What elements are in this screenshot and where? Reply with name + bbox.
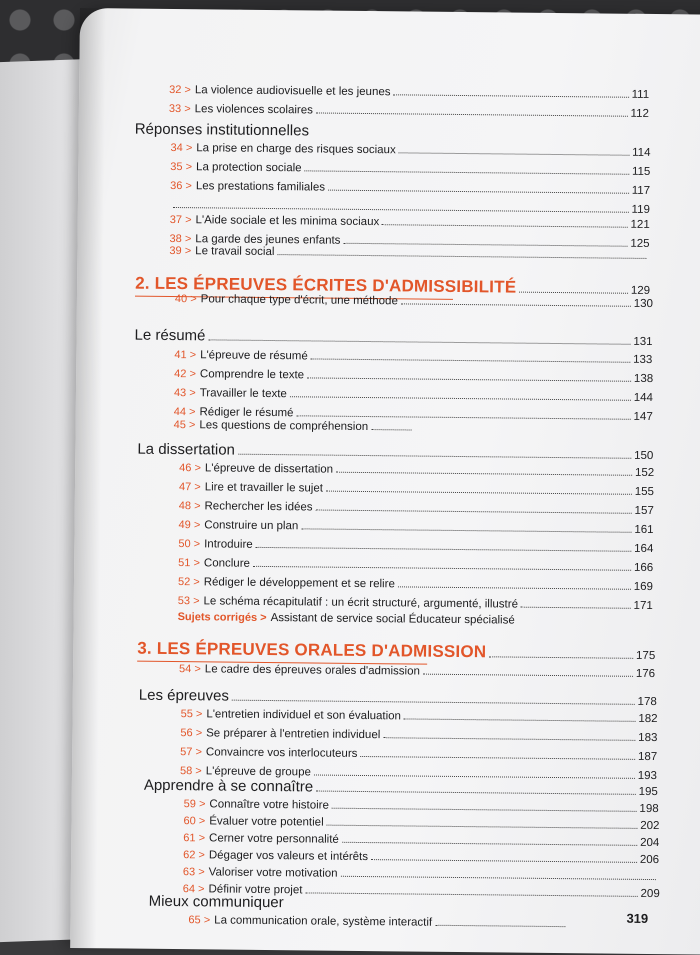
entry-title: Construire un plan	[204, 519, 299, 533]
toc-entry	[170, 161, 650, 178]
dot-leader	[316, 509, 632, 513]
section-page: 150	[634, 449, 654, 463]
chapter-heading	[137, 639, 655, 664]
dot-leader	[277, 254, 646, 259]
entry-page: 119	[631, 203, 650, 216]
dot-leader	[256, 547, 631, 552]
entry-title: La violence audiovisuelle et les jeunes	[194, 84, 391, 99]
entry-title: Valoriser votre motivation	[208, 866, 338, 880]
toc-entry	[179, 462, 654, 479]
dot-leader	[423, 674, 633, 677]
dot-leader	[305, 892, 637, 896]
entry-number: 54 >	[179, 663, 201, 676]
entry-page: 169	[633, 580, 654, 594]
entry-number: 42 >	[174, 368, 196, 381]
entry-page: 161	[634, 523, 654, 537]
section-heading-row	[134, 327, 652, 349]
toc-entry	[174, 387, 653, 404]
entry-title: Rechercher les idées	[204, 500, 313, 514]
entry-page: 155	[634, 485, 655, 499]
entry-title: Comprendre le texte	[199, 368, 305, 382]
chapter-title: 3. LES ÉPREUVES ORALES D'ADMISSION	[137, 638, 487, 662]
table-of-contents	[70, 8, 700, 955]
entry-title: Les prestations familiales	[195, 180, 326, 194]
dot-leader	[521, 607, 631, 609]
entry-page: 209	[640, 887, 660, 901]
dot-leader	[393, 94, 628, 97]
entry-title: Les questions de compréhension	[199, 419, 369, 434]
entry-title: Se préparer à l'entretien individuel	[206, 727, 381, 742]
toc-entry	[179, 519, 654, 536]
dot-leader	[404, 718, 635, 721]
entry-number: 59 >	[183, 798, 206, 811]
entry-number: 57 >	[180, 746, 203, 759]
entry-title: L'épreuve de dissertation	[204, 462, 334, 476]
toc-entry	[170, 142, 650, 159]
dot-leader	[360, 756, 635, 760]
dot-leader	[290, 396, 631, 401]
toc-entry	[178, 611, 653, 628]
entry-number: 37 >	[169, 213, 192, 227]
entry-title: Rédiger le résumé	[199, 406, 294, 420]
dot-leader	[371, 859, 637, 863]
entry-number: 56 >	[180, 727, 203, 740]
dot-leader	[311, 358, 630, 362]
toc-entry	[179, 663, 655, 680]
dot-leader	[342, 842, 637, 846]
entry-page: 202	[640, 819, 660, 833]
entry-number: 50 >	[178, 538, 201, 551]
entry-title: Connaître votre histoire	[209, 798, 330, 812]
toc-entry	[178, 538, 653, 555]
entry-number: 49 >	[178, 519, 201, 532]
entry-number: 39 >	[169, 244, 192, 258]
dot-leader	[173, 207, 629, 213]
section-heading-row	[139, 687, 657, 709]
entry-page: 147	[633, 410, 653, 424]
entry-number: 47 >	[178, 481, 201, 494]
dot-leader	[399, 152, 629, 155]
toc-entry	[178, 595, 653, 612]
dot-leader	[316, 791, 636, 795]
entry-page: 157	[634, 504, 654, 518]
entry-page: 193	[637, 769, 658, 783]
corriges-label: Sujets corrigés >	[177, 611, 267, 624]
entry-page: 111	[631, 88, 650, 101]
entry-number: 38 >	[169, 232, 192, 246]
entry-number: 52 >	[177, 576, 200, 589]
dot-leader	[401, 303, 631, 306]
entry-number: 62 >	[183, 849, 205, 862]
toc-entry	[183, 815, 659, 832]
entry-title: Pour chaque type d'écrit, une méthode	[200, 293, 398, 308]
entry-page: 182	[638, 712, 658, 726]
entry-number: 64 >	[182, 883, 205, 896]
toc-entry	[169, 103, 649, 120]
toc-entry	[174, 349, 652, 366]
chapter-page: 129	[630, 284, 651, 297]
entry-page: 166	[633, 561, 654, 575]
section-heading: La dissertation	[137, 440, 236, 459]
entry-number: 43 >	[173, 387, 196, 400]
dot-leader	[326, 491, 632, 495]
entry-title: La communication orale, système interactif	[214, 914, 433, 929]
toc-entry	[181, 708, 658, 725]
dot-leader	[238, 454, 631, 459]
dot-leader	[341, 876, 656, 880]
entry-number: 55 >	[180, 708, 203, 721]
entry-page: 152	[634, 466, 655, 480]
toc-entry	[183, 849, 659, 866]
entry-title: Le travail social	[195, 245, 275, 259]
entry-page: 115	[631, 165, 651, 178]
entry-number: 33 >	[168, 102, 191, 116]
toc-entry	[188, 914, 568, 930]
dot-leader	[382, 224, 627, 228]
section-heading: Les épreuves	[138, 686, 229, 705]
entry-title: Convaincre vos interlocuteurs	[205, 746, 358, 760]
entry-page: 121	[630, 218, 650, 231]
entry-number: 35 >	[170, 160, 193, 174]
entry-number: 40 >	[174, 293, 197, 306]
toc-entry	[183, 866, 659, 883]
toc-entry	[170, 180, 650, 197]
section-page: 178	[637, 695, 657, 709]
dot-leader	[301, 528, 631, 532]
entry-number: 36 >	[170, 179, 192, 193]
dot-leader	[307, 377, 631, 381]
entry-title: Assistant de service social Éducateur spécialisé	[270, 612, 515, 627]
dot-leader	[519, 292, 628, 294]
entry-title: L'épreuve de résumé	[200, 349, 308, 363]
entry-number: 65 >	[188, 914, 211, 927]
toc-entry	[178, 557, 653, 574]
entry-page: 204	[640, 836, 660, 850]
toc-entry	[178, 576, 653, 593]
entry-page: 130	[633, 297, 653, 311]
page-number: 319	[626, 910, 649, 926]
toc-entry	[170, 199, 650, 216]
entry-number: 51 >	[178, 557, 201, 570]
entry-number: 58 >	[179, 765, 202, 778]
toc-entry	[180, 746, 657, 763]
entry-title: Le cadre des épreuves orales d'admission	[204, 663, 420, 678]
dot-leader	[328, 190, 629, 194]
dot-leader	[343, 243, 627, 247]
entry-title: Conclure	[203, 557, 251, 570]
entry-number: 61 >	[183, 832, 206, 845]
dot-leader	[208, 339, 630, 344]
toc-entry	[179, 481, 654, 498]
entry-number: 48 >	[178, 500, 201, 513]
entry-number: 60 >	[183, 815, 206, 828]
entry-page: 112	[630, 107, 649, 120]
entry-title: L'épreuve de groupe	[205, 765, 311, 779]
entry-title: L'entretien individuel et son évaluation	[206, 708, 402, 723]
toc-entry	[169, 84, 649, 101]
dot-leader	[316, 112, 628, 116]
entry-page: 138	[633, 372, 654, 386]
entry-title: Cerner votre personnalité	[208, 832, 339, 846]
entry-title: Introduire	[204, 538, 253, 551]
entry-page: 117	[631, 184, 651, 197]
toc-entry	[170, 214, 650, 231]
entry-page: 114	[632, 146, 651, 159]
entry-title: La garde des jeunes enfants	[195, 233, 341, 247]
section-page: 195	[638, 785, 658, 799]
toc-entry	[184, 798, 659, 815]
entry-title: Le schéma récapitulatif : un écrit structuré, argumenté, illustré	[203, 595, 519, 611]
section-heading: Réponses institutionnelles	[134, 120, 310, 140]
book-page	[70, 8, 700, 955]
entry-title: Évaluer votre potentiel	[209, 815, 324, 829]
toc-entry	[183, 832, 659, 849]
entry-number: 45 >	[173, 419, 196, 432]
entry-page: 187	[637, 750, 658, 764]
toc-entry	[179, 500, 654, 517]
entry-number: 32 >	[169, 83, 191, 97]
dot-leader	[296, 415, 630, 419]
entry-number: 34 >	[170, 141, 193, 155]
entry-title: La protection sociale	[196, 161, 302, 175]
dot-leader	[489, 656, 633, 659]
entry-title: Lire et travailler le sujet	[204, 481, 324, 495]
toc-entry	[174, 368, 653, 385]
entry-page: 176	[635, 667, 656, 681]
section-page: 131	[633, 335, 653, 349]
entry-number: 63 >	[182, 866, 205, 879]
entry-page: 144	[633, 391, 654, 405]
entry-page: 125	[630, 237, 650, 250]
dot-leader	[332, 808, 637, 812]
entry-title: Rédiger le développement et se relire	[203, 576, 395, 591]
entry-title: Dégager vos valeurs et intérêts	[208, 849, 369, 864]
chapter-page: 175	[635, 649, 656, 663]
entry-number: 44 >	[173, 406, 196, 419]
entry-page: 164	[634, 542, 654, 556]
dot-leader	[371, 429, 411, 430]
entry-page: 183	[638, 731, 658, 745]
entry-page: 133	[633, 353, 653, 367]
dot-leader	[327, 825, 638, 829]
entry-number: 46 >	[179, 462, 201, 475]
chapter-title: 2. LES ÉPREUVES ÉCRITES D'ADMISSIBILITÉ	[135, 273, 517, 297]
toc-entry	[180, 727, 657, 744]
dot-leader	[305, 170, 629, 174]
entry-page: 198	[639, 802, 659, 816]
dot-leader	[435, 925, 565, 927]
dot-leader	[336, 472, 632, 476]
section-heading: Le résumé	[134, 326, 206, 345]
entry-number: 53 >	[177, 595, 200, 608]
entry-page: 206	[639, 853, 660, 867]
section-heading: Mieux communiquer	[148, 892, 284, 912]
dot-leader	[383, 737, 635, 741]
dot-leader	[253, 566, 631, 571]
dot-leader	[232, 700, 635, 705]
entry-title: Définir votre projet	[208, 883, 303, 897]
entry-title: Travailler le texte	[199, 387, 287, 401]
section-heading-row	[137, 441, 653, 463]
entry-title: L'Aide sociale et les minima sociaux	[195, 214, 380, 229]
entry-number: 41 >	[174, 349, 197, 362]
entry-title: Les violences scolaires	[194, 103, 314, 117]
entry-page: 171	[633, 599, 653, 613]
dot-leader	[398, 586, 631, 589]
section-heading: Apprendre à se connaître	[143, 776, 314, 796]
entry-title: La prise en charge des risques sociaux	[196, 142, 396, 157]
